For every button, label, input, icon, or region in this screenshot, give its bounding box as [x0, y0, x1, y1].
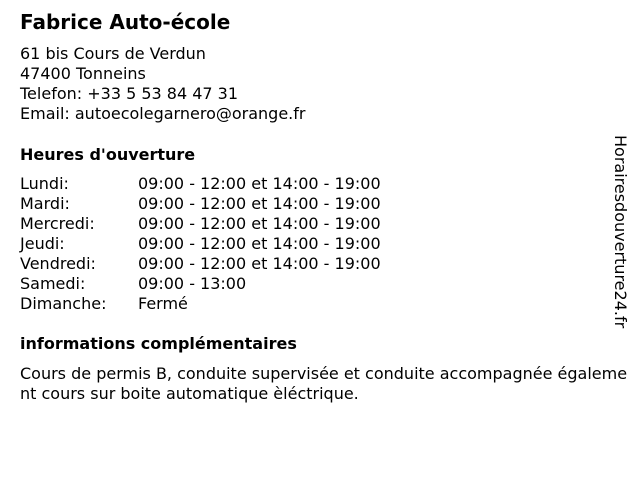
day-label: Dimanche:: [20, 294, 107, 313]
time-value: Fermé: [138, 294, 188, 313]
day-label: Samedi:: [20, 274, 86, 293]
contact-block: [20, 44, 305, 124]
email-line: Email: autoecolegarnero@orange.fr: [20, 104, 306, 123]
additional-info-text: Cours de permis B, conduite supervisée et conduite accompagnée également cours sur boite automatique èléctrique.: [20, 364, 628, 403]
additional-info-heading: informations complémentaires: [20, 334, 297, 353]
day-label: Mardi:: [20, 194, 70, 213]
opening-hours-heading: Heures d'ouverture: [20, 145, 196, 164]
day-label: Lundi:: [20, 174, 69, 193]
day-label: Vendredi:: [20, 254, 96, 273]
address-street: 61 bis Cours de Verdun: [20, 44, 206, 63]
site-watermark: Horairesdouverture24.fr: [611, 135, 630, 329]
time-value: 09:00 - 13:00: [138, 274, 247, 293]
day-label: Mercredi:: [20, 214, 95, 233]
business-name: Fabrice Auto-école: [20, 10, 231, 34]
time-value: 09:00 - 12:00 et 14:00 - 19:00: [138, 194, 381, 213]
time-value: 09:00 - 12:00 et 14:00 - 19:00: [138, 174, 381, 193]
time-value: 09:00 - 12:00 et 14:00 - 19:00: [138, 234, 381, 253]
day-label: Jeudi:: [20, 234, 65, 253]
phone-line: Telefon: +33 5 53 84 47 31: [20, 84, 239, 103]
address-city: 47400 Tonneins: [20, 64, 146, 83]
time-value: 09:00 - 12:00 et 14:00 - 19:00: [138, 254, 381, 273]
time-value: 09:00 - 12:00 et 14:00 - 19:00: [138, 214, 381, 233]
